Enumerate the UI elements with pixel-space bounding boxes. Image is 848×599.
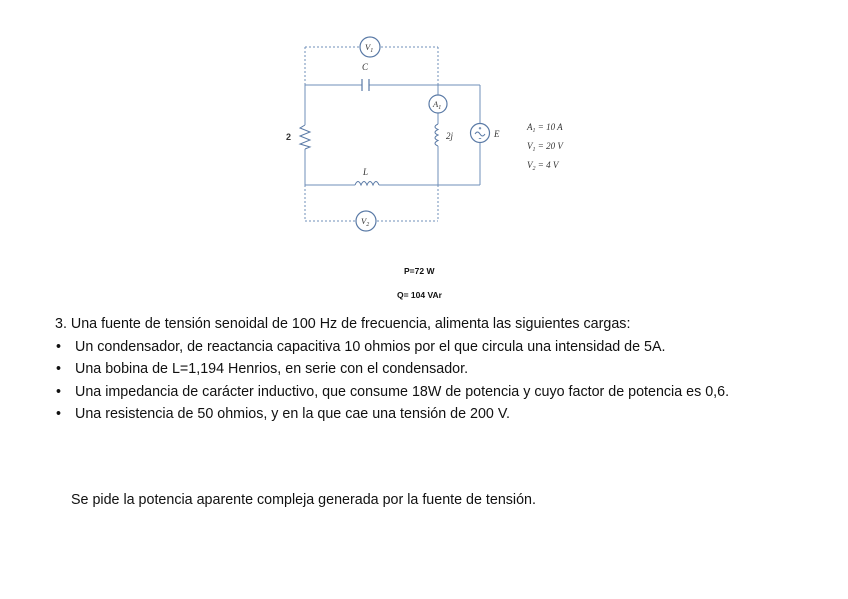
list-item (55, 358, 830, 381)
voltmeter-leads (305, 47, 438, 221)
bullet: • (56, 361, 62, 378)
circuit-wires (305, 85, 480, 185)
list-item-text: Una bobina de L=1,194 Henrios, en serie con el condensador. (75, 361, 469, 378)
resistor-symbol (300, 125, 310, 149)
problem-request: Se pide la potencia aparente compleja generada por la fuente de tensión. (71, 492, 536, 508)
ac-source-icon (471, 124, 490, 143)
load-list (55, 336, 830, 426)
list-item-text: Un condensador, de reactancia capacitiva 10 ohmios por el que circula una intensidad de 5A. (75, 338, 666, 355)
v2-label: $V_2$ (361, 216, 370, 228)
capacitor-symbol (362, 79, 369, 91)
inductor-symbol (355, 182, 379, 186)
inductor-label: L (363, 167, 369, 177)
capacitor-label: C (362, 62, 369, 72)
list-item (55, 336, 830, 359)
list-item-text: Una impedancia de carácter inductivo, que consume 18W de potencia y cuyo factor de potencia es 0,6. (75, 383, 730, 400)
a1-label: $A_1$ (433, 99, 442, 111)
bullet: • (56, 406, 62, 423)
list-item (55, 403, 830, 426)
reading-v2: $V_2 = 4$ V (527, 160, 559, 172)
bullet: • (56, 383, 62, 400)
inductor-impedance-label: 2j (446, 131, 454, 141)
impedance-inductor-symbol (435, 124, 438, 146)
source-label: E (494, 129, 500, 139)
problem-text (55, 313, 830, 426)
problem-statement: 3. Una fuente de tensión senoidal de 100 Hz de frecuencia, alimenta las siguientes cargas: (55, 316, 631, 332)
list-item-text: Una resistencia de 50 ohmios, y en la que cae una tensión de 200 V. (75, 406, 511, 423)
reactive-power-result: Q= 104 VAr (397, 290, 442, 300)
active-power-result: P=72 W (404, 266, 435, 276)
resistor-label: 2 (286, 132, 292, 142)
bullet: • (56, 338, 62, 355)
reading-v1: $V_1 = 20$ V (527, 141, 563, 153)
list-item (55, 381, 830, 404)
v1-label: $V_1$ (365, 42, 374, 54)
reading-a1: $A_1 = 10$ A (527, 122, 563, 134)
